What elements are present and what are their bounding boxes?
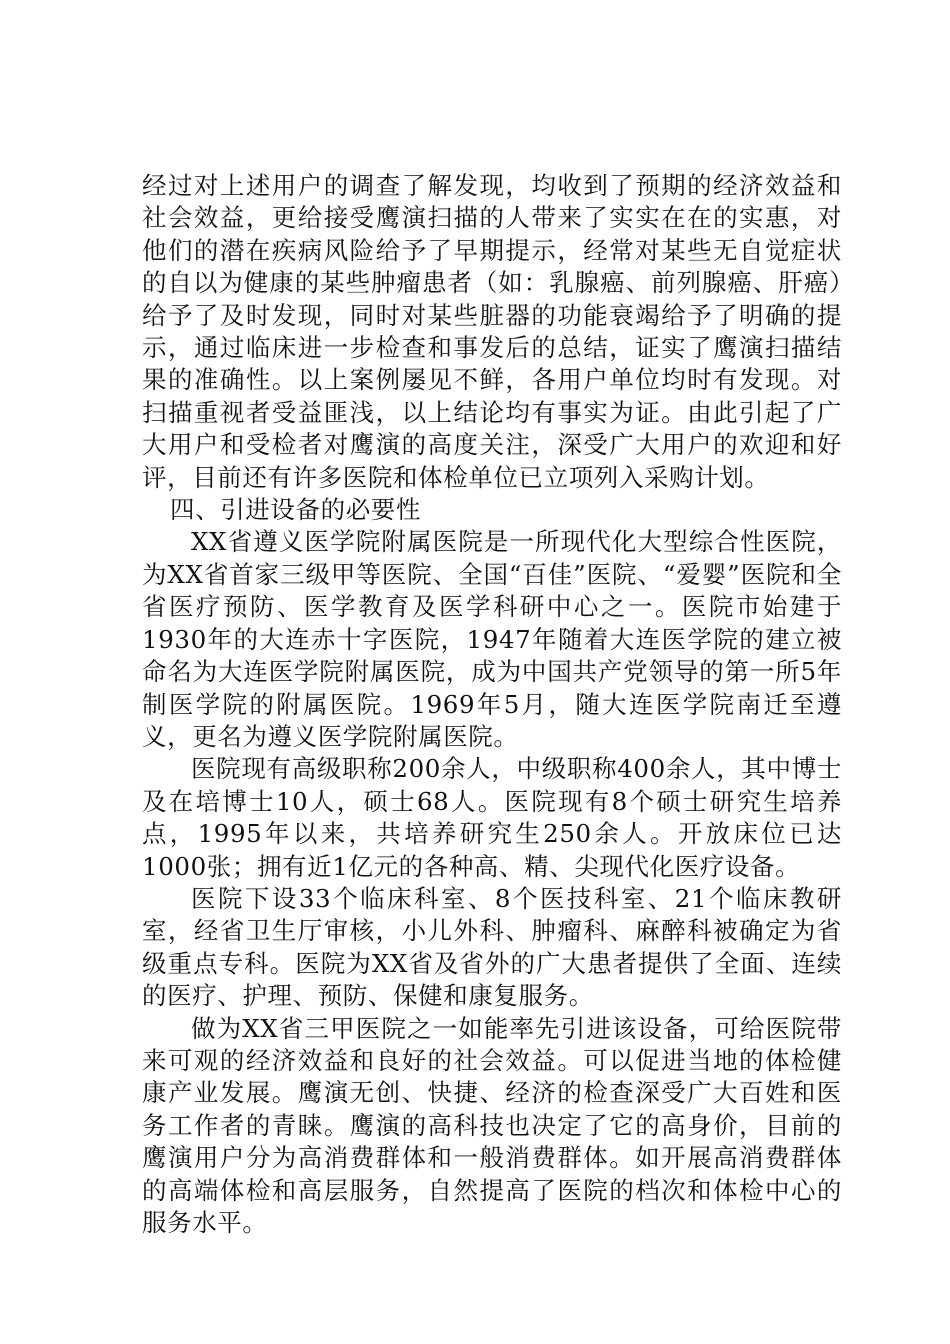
- section-heading-necessity: 四、引进设备的必要性: [170, 495, 421, 525]
- paragraph-user-survey: 经过对上述用户的调查了解发现，均收到了预期的经济效益和社会效益，更给接受鹰演扫描的人带来了实实在在的实惠，对他们的潜在疾病风险给予了早期提示，经常对某些无自觉症状的自以为健康的某些肿瘤患者（如：乳腺癌、前列腺癌、肝癌）给予了及时发现，同时对某些脏器的功能衰竭给予了明确的提示，通过临床进一步检查和事发后的总结，证实了鹰演扫描结果的准确性。以上案例屡见不鲜，各用户单位均时有发现。对扫描重视者受益匪浅，以上结论均有事实为证。由此引起了广大用户和受检者对鹰演的高度关注，深受广大用户的欢迎和好评，目前还有许多医院和体检单位已立项列入采购计划。: [142, 171, 842, 492]
- paragraph-equipment-benefit: 做为XX省三甲医院之一如能率先引进该设备，可给医院带来可观的经济效益和良好的社会效益。可以促进当地的体检健康产业发展。鹰演无创、快捷、经济的检查深受广大百姓和医务工作者的青睐。鹰演的高科技也决定了它的高身价，目前的鹰演用户分为高消费群体和一般消费群体。如开展高消费群体的高端体检和高层服务，自然提高了医院的档次和体检中心的服务水平。: [142, 1013, 842, 1237]
- paragraph-hospital-intro: XX省遵义医学院附属医院是一所现代化大型综合性医院，为XX省首家三级甲等医院、全国“百佳”医院、“爱婴”医院和全省医疗预防、医学教育及医学科研中心之一。医院市始建于1930年的大连赤十字医院，1947年随着大连医学院的建立被命名为大连医学院附属医院，成为中国共产党领导的第一所5年制医学院的附属医院。1969年5月，随大连医学院南迁至遵义，更名为遵义医学院附属医院。: [142, 527, 842, 751]
- document-page: [142, 170, 842, 1239]
- paragraph-hospital-departments: 医院下设33个临床科室、8个医技科室、21个临床教研室，经省卫生厅审核，小儿外科、肿瘤科、麻醉科被确定为省级重点专科。医院为XX省及省外的广大患者提供了全面、连续的医疗、护理、预防、保健和康复服务。: [142, 883, 842, 1011]
- paragraph-hospital-staff: 医院现有高级职称200余人，中级职称400余人，其中博士及在培博士10人，硕士68人。医院现有8个硕士研究生培养点，1995年以来，共培养研究生250余人。开放床位已达1000张；拥有近1亿元的各种高、精、尖现代化医疗设备。: [142, 754, 842, 881]
